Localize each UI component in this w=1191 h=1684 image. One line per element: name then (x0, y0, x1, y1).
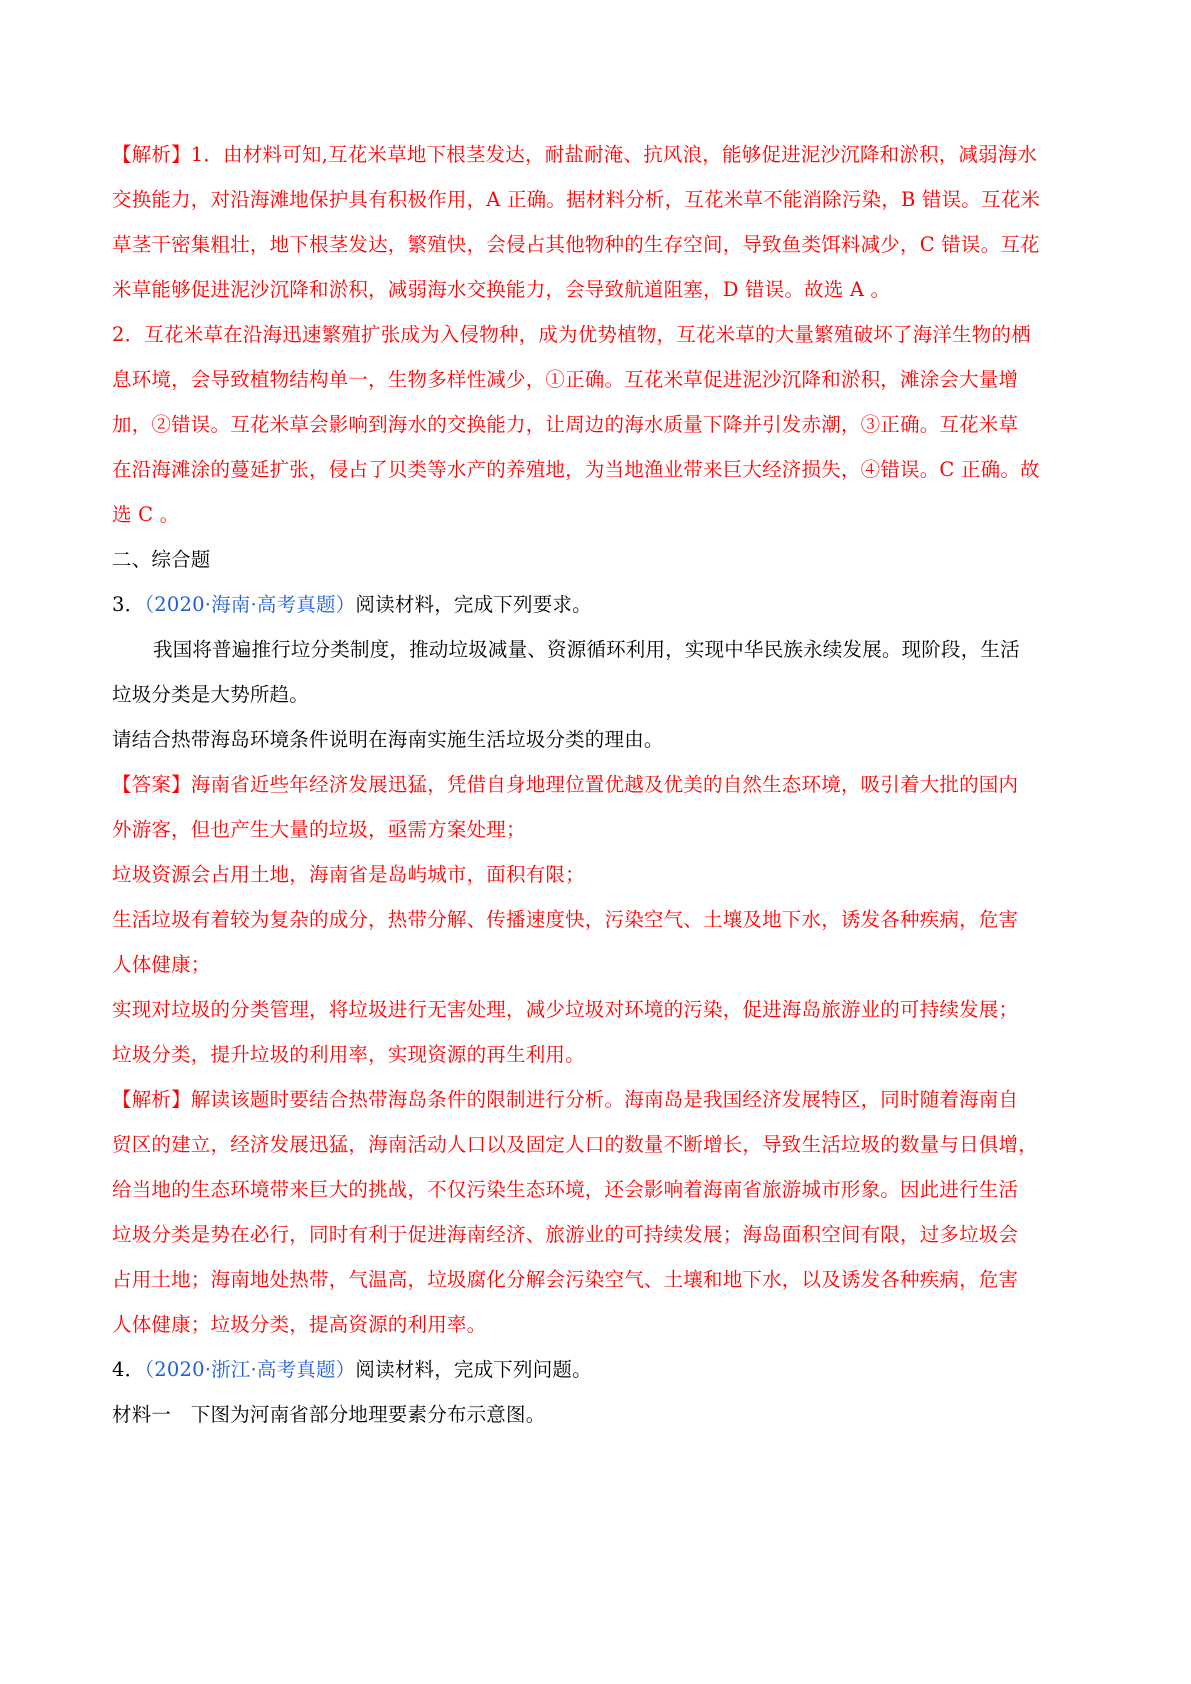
q3-answer-line-6: 实现对垃圾的分类管理，将垃圾进行无害处理，减少垃圾对环境的污染，促进海岛旅游业的可持续发展； (112, 998, 1019, 1021)
question-number: 3． (112, 593, 145, 616)
q3-answer-line-5: 人体健康； (112, 953, 211, 976)
question-number: 4． (112, 1358, 145, 1381)
analysis2-line-5: 选 C 。 (112, 503, 180, 526)
analysis1-line-1: 【解析】1．由材料可知,互花米草地下根茎发达，耐盐耐淹、抗风浪，能够促进泥沙沉降和淤积，减弱海水 (112, 143, 1038, 166)
analysis2-line-3: 加，②错误。互花米草会影响到海水的交换能力，让周边的海水质量下降并引发赤潮，③正确。互花米草 (112, 413, 1019, 436)
question-source: （2020·海南·高考真题） (144, 593, 356, 616)
q3-analysis-line-6: 人体健康；垃圾分类，提高资源的利用率。 (112, 1313, 487, 1336)
q3-analysis-line-3: 给当地的生态环境带来巨大的挑战，不仅污染生态环境，还会影响着海南省旅游城市形象。因此进行生活 (112, 1178, 1019, 1201)
question-source: （2020·浙江·高考真题） (144, 1358, 356, 1381)
analysis1-line-4: 米草能够促进泥沙沉降和淤积，减弱海水交换能力，会导致航道阻塞，D 错误。故选 A 。 (112, 278, 891, 301)
question-3-header (112, 593, 592, 617)
q3-analysis-line-4: 垃圾分类是势在必行，同时有利于促进海南经济、旅游业的可持续发展；海岛面积空间有限，过多垃圾会 (112, 1223, 1019, 1246)
analysis1-line-3: 草茎干密集粗壮，地下根茎发达，繁殖快，会侵占其他物种的生存空间，导致鱼类饵料减少，C 错误。互花 (112, 233, 1040, 256)
question-prompt: 阅读材料，完成下列问题。 (355, 1358, 592, 1381)
q3-answer-line-7: 垃圾分类，提升垃圾的利用率，实现资源的再生利用。 (112, 1043, 585, 1066)
q3-analysis-line-5: 占用土地；海南地处热带，气温高，垃圾腐化分解会污染空气、土壤和地下水，以及诱发各种疾病，危害 (112, 1268, 1019, 1291)
q3-analysis-line-2: 贸区的建立，经济发展迅猛，海南活动人口以及固定人口的数量不断增长，导致生活垃圾的数量与日俱增， (112, 1133, 1038, 1156)
section-heading: 二、综合题 (112, 548, 211, 571)
analysis1-line-2: 交换能力，对沿海滩地保护具有积极作用，A 正确。据材料分析，互花米草不能消除污染，B 错误。互花米 (112, 188, 1041, 211)
analysis2-line-4: 在沿海滩涂的蔓延扩张，侵占了贝类等水产的养殖地，为当地渔业带来巨大经济损失，④错误。C 正确。故 (112, 458, 1040, 481)
analysis2-line-1: 2．互花米草在沿海迅速繁殖扩张成为入侵物种，成为优势植物，互花米草的大量繁殖破坏了海洋生物的栖 (112, 323, 1031, 346)
q3-material-line-2: 垃圾分类是大势所趋。 (112, 683, 310, 706)
q3-answer-line-2: 外游客，但也产生大量的垃圾，亟需方案处理； (112, 818, 526, 841)
question-4-header (112, 1358, 592, 1382)
q3-answer-line-4: 生活垃圾有着较为复杂的成分，热带分解、传播速度快，污染空气、土壤及地下水，诱发各种疾病，危害 (112, 908, 1019, 931)
q3-material-line-1: 我国将普遍推行垃分类制度，推动垃圾减量、资源循环利用，实现中华民族永续发展。现阶段，生活 (153, 638, 1020, 661)
q3-answer-line-1: 【答案】海南省近些年经济发展迅猛，凭借自身地理位置优越及优美的自然生态环境，吸引着大批的国内 (112, 773, 1019, 796)
q3-answer-line-3: 垃圾资源会占用土地，海南省是岛屿城市，面积有限； (112, 863, 585, 886)
q3-analysis-line-1: 【解析】解读该题时要结合热带海岛条件的限制进行分析。海南岛是我国经济发展特区，同时随着海南自 (112, 1088, 1019, 1111)
question-prompt: 阅读材料，完成下列要求。 (355, 593, 592, 616)
q4-material-1: 材料一 下图为河南省部分地理要素分布示意图。 (112, 1403, 546, 1426)
analysis2-line-2: 息环境，会导致植物结构单一，生物多样性减少，①正确。互花米草促进泥沙沉降和淤积，滩涂会大量增 (112, 368, 1019, 391)
q3-question: 请结合热带海岛环境条件说明在海南实施生活垃圾分类的理由。 (112, 728, 664, 751)
